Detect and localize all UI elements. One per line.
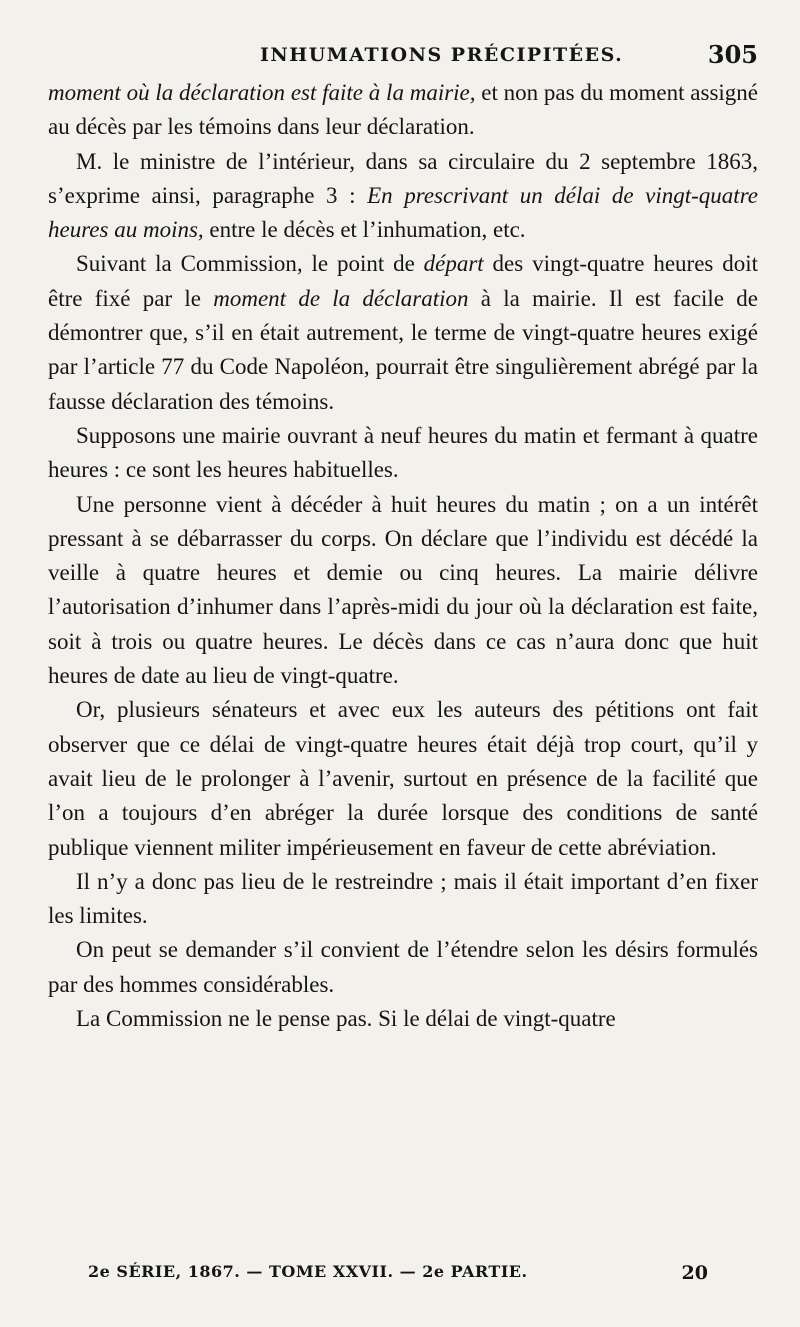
italic-text: moment de la déclaration [213,285,469,311]
text-run: entre le décès et l’inhumation, etc. [203,217,526,243]
page-footer [88,1262,708,1292]
paragraph [48,933,758,1002]
paragraph [48,76,758,145]
text-run: La Commission ne le pense pas. Si le délai de vingt-quatre [76,1006,616,1032]
paragraph [48,145,758,248]
text-run: M. le ministre de l’intérieur, dans sa circulaire du 2 septembre 1863, s’exprime ainsi, paragraphe 3 : [48,148,758,208]
page-header [50,38,758,78]
italic-text: En prescrivant un délai de vingt-quatre heures au moins, [48,182,759,243]
paragraph [48,1002,758,1036]
signature-mark: 20 [681,1262,708,1284]
text-run: Supposons une mairie ouvrant à neuf heures du matin et fermant à quatre heures : ce sont les heures habituelles. [48,422,758,483]
running-title: INHUMATIONS PRÉCIPITÉES. [260,44,624,66]
paragraph [48,865,758,934]
series-line: 2e SÉRIE, 1867. — TOME XXVII. — 2e PARTIE. [88,1262,528,1281]
text-run: des vingt-quatre heures doit être fixé par le [48,251,758,311]
text-run: Il n’y a donc pas lieu de le restreindre ; mais il était important d’en fixer les limites. [48,868,758,929]
text-run: Une personne vient à décéder à huit heures du matin ; on a un intérêt pressant à se débarrasser du corps. On déclare que l’individu est décédé la veille à quatre heures et demie ou cinq heures. La mairie délivre l’autorisation d’inhumer dans l’après-midi du jour où la déclaration est faite, soit à trois ou quatre heures. Le décès dans ce cas n’aura donc que huit heures de date au lieu de vingt-quatre. [48,491,758,689]
page-number: 305 [707,40,758,69]
text-run: Suivant la Commission, le point de [76,251,424,277]
paragraph [48,693,758,864]
text-run: On peut se demander s’il convient de l’étendre selon les désirs formulés par des hommes considérables. [48,937,758,997]
paragraph [48,488,758,694]
body-text [48,76,758,1036]
text-run: à la mairie. Il est facile de démontrer que, s’il en était autrement, le terme de vingt-quatre heures exigé par l’article 77 du Code Napoléon, pourrait être singulièrement abrégé par la fausse déclaration des témoins. [48,285,758,414]
paragraph [48,419,758,488]
italic-text: moment où la déclaration est faite à la mairie, [48,80,476,105]
paragraph [48,247,758,418]
italic-text: départ [423,251,484,277]
text-run: et non pas du moment assigné au décès par les témoins dans leur déclaration. [48,80,758,140]
text-run: Or, plusieurs sénateurs et avec eux les auteurs des pétitions ont fait observer que ce délai de vingt-quatre heures était déjà trop court, qu’il y avait lieu de le prolonger à l’avenir, surtout en présence de la facilité que l’on a toujours d’en abréger la durée lorsque des conditions de santé publique viennent militer impérieusement en faveur de cette abréviation. [48,697,758,860]
